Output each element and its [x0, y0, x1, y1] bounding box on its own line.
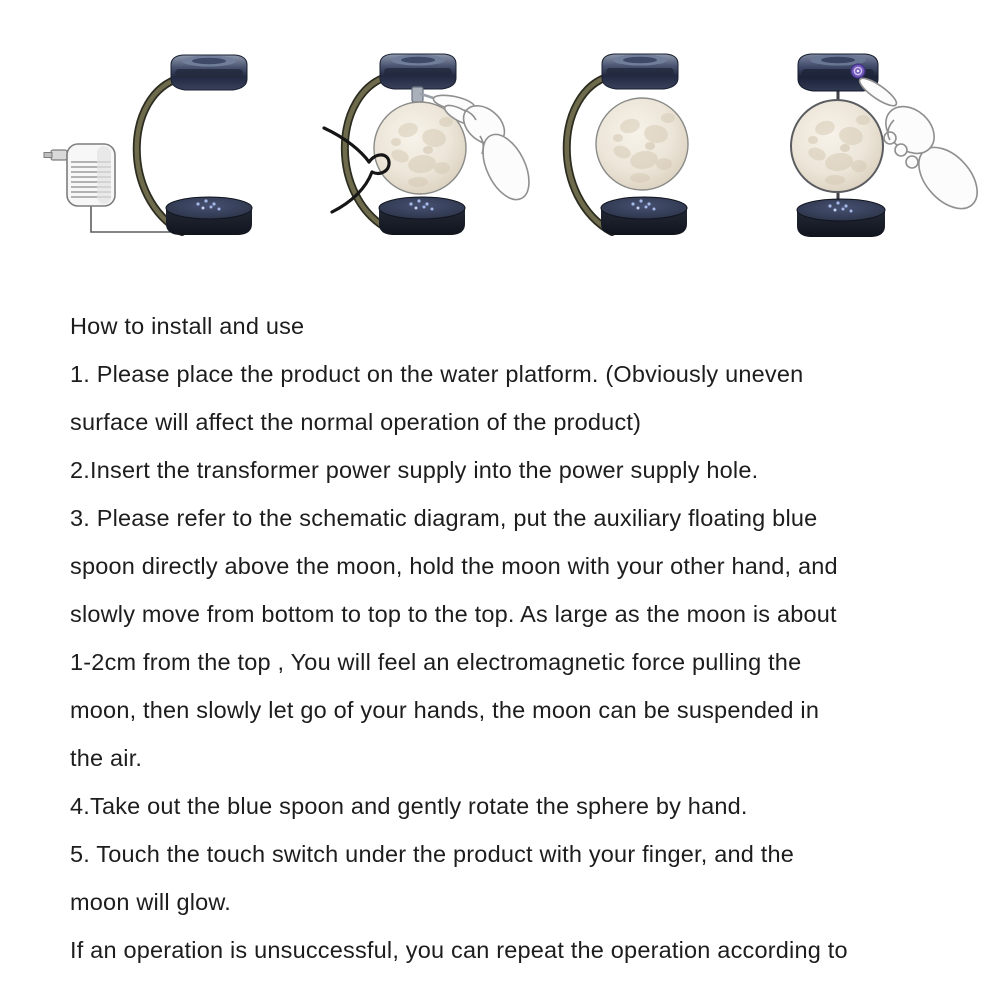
instruction-line: the air. [70, 745, 143, 771]
magnetic-base [601, 197, 687, 235]
illustration-strip [0, 40, 1000, 260]
illustration-step3-levitating [532, 40, 762, 255]
magnetic-base [166, 197, 252, 235]
moon-sphere [791, 100, 883, 192]
top-electromagnet [602, 54, 678, 89]
magnetic-base [379, 197, 465, 235]
top-electromagnet [171, 55, 247, 90]
touch-switch-button[interactable] [851, 64, 865, 78]
instruction-line: 3. Please refer to the schematic diagram, put the auxiliary floating blue [70, 505, 818, 531]
top-electromagnet [380, 54, 456, 89]
instruction-line: 4.Take out the blue spoon and gently rotate the sphere by hand. [70, 793, 748, 819]
instruction-line: 5. Touch the touch switch under the product with your finger, and the [70, 841, 795, 867]
instruction-line: 1-2cm from the top , You will feel an electromagnetic force pulling the [70, 649, 802, 675]
illustration-step1-connect-power [40, 40, 270, 255]
instruction-line: surface will affect the normal operation of the product) [70, 409, 642, 435]
illustration-step2-place-moon [312, 40, 542, 255]
instruction-line: spoon directly above the moon, hold the moon with your other hand, and [70, 553, 838, 579]
instruction-line: 2.Insert the transformer power supply into the power supply hole. [70, 457, 759, 483]
illustration-step4-touch-switch [752, 40, 982, 255]
instruction-line: 1. Please place the product on the water platform. (Obviously uneven [70, 361, 804, 387]
magnetic-base [797, 199, 885, 237]
instructions-title: How to install and use [70, 313, 305, 339]
moon-sphere [596, 98, 688, 190]
instruction-line: moon, then slowly let go of your hands, the moon can be suspended in [70, 697, 820, 723]
instructions-block [70, 302, 970, 974]
power-adapter-icon [44, 144, 115, 206]
instruction-line: If an operation is unsuccessful, you can repeat the operation according to [70, 937, 848, 963]
instruction-line: slowly move from bottom to top to the top. As large as the moon is about [70, 601, 837, 627]
instruction-line: moon will glow. [70, 889, 232, 915]
